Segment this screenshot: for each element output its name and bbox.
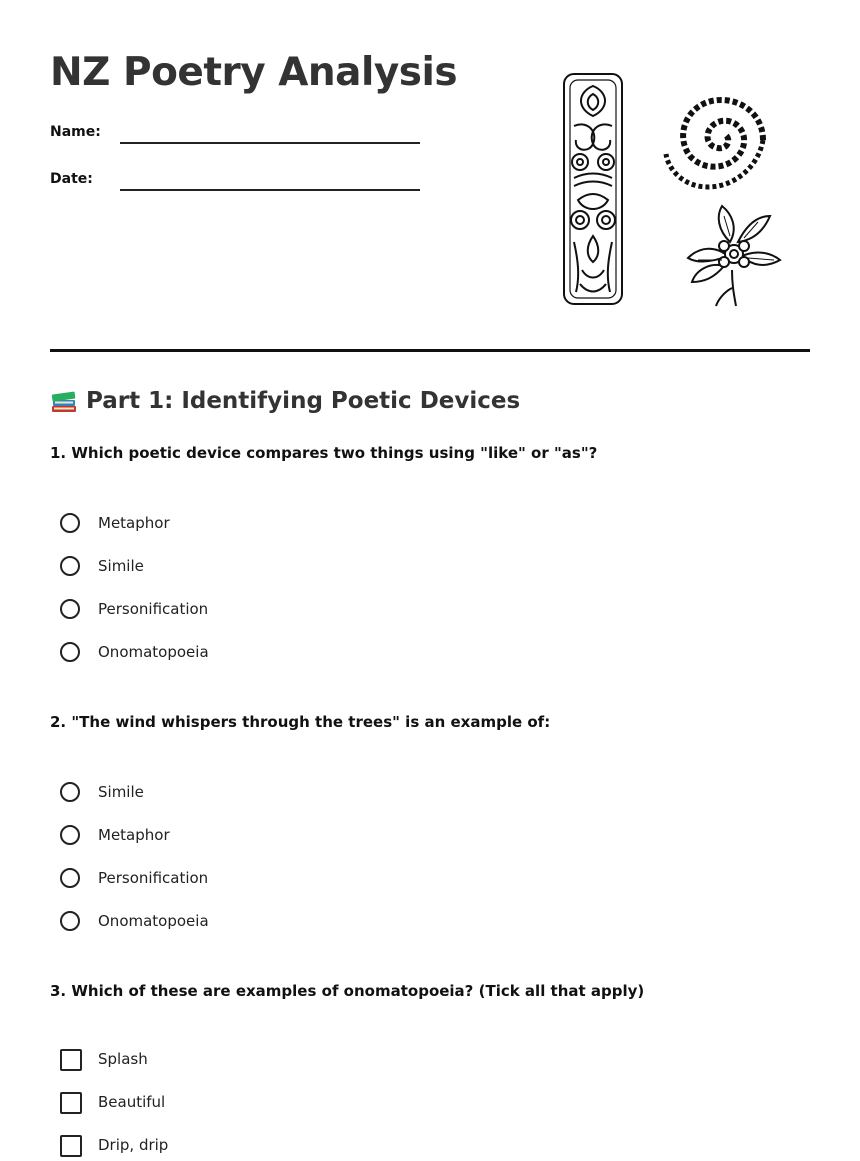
checkbox[interactable] — [60, 1092, 82, 1114]
koru-spiral-icon — [666, 100, 763, 187]
checkbox[interactable] — [60, 1135, 82, 1157]
carved-pou-icon — [564, 74, 622, 304]
section-title-text: Part 1: Identifying Poetic Devices — [86, 388, 521, 414]
name-input-line[interactable] — [120, 142, 420, 144]
question-2-text: 2. "The wind whispers through the trees" is an example of: — [50, 713, 551, 731]
name-label: Name: — [50, 124, 101, 140]
radio-button[interactable] — [60, 642, 80, 662]
radio-button[interactable] — [60, 782, 80, 802]
question-3-text: 3. Which of these are examples of onomatopoeia? (Tick all that apply) — [50, 982, 645, 1000]
question-1-text: 1. Which poetic device compares two things using "like" or "as"? — [50, 444, 598, 462]
option-checkbox[interactable] — [60, 1091, 460, 1117]
books-icon — [50, 388, 78, 414]
radio-button[interactable] — [60, 599, 80, 619]
radio-button[interactable] — [60, 825, 80, 845]
option-label: Beautiful — [98, 1093, 166, 1111]
option-radio[interactable] — [60, 824, 460, 850]
option-radio[interactable] — [60, 641, 460, 667]
date-input-line[interactable] — [120, 189, 420, 191]
option-radio[interactable] — [60, 555, 460, 581]
radio-button[interactable] — [60, 911, 80, 931]
page-title: NZ Poetry Analysis — [50, 50, 458, 95]
radio-button[interactable] — [60, 556, 80, 576]
option-label: Drip, drip — [98, 1136, 169, 1154]
option-radio[interactable] — [60, 867, 460, 893]
date-label: Date: — [50, 171, 93, 187]
radio-button[interactable] — [60, 868, 80, 888]
option-label: Onomatopoeia — [98, 912, 209, 930]
option-label: Metaphor — [98, 826, 170, 844]
name-field[interactable] — [50, 120, 420, 150]
flower-icon — [688, 206, 780, 306]
option-label: Personification — [98, 600, 209, 618]
option-radio[interactable] — [60, 598, 460, 624]
option-checkbox[interactable] — [60, 1048, 460, 1074]
option-label: Metaphor — [98, 514, 170, 532]
checkbox[interactable] — [60, 1049, 82, 1071]
radio-button[interactable] — [60, 513, 80, 533]
option-radio[interactable] — [60, 512, 460, 538]
option-radio[interactable] — [60, 910, 460, 936]
header-illustrations — [558, 70, 788, 310]
option-label: Onomatopoeia — [98, 643, 209, 661]
option-label: Simile — [98, 783, 144, 801]
date-field[interactable] — [50, 167, 420, 197]
option-label: Personification — [98, 869, 209, 887]
section-title — [50, 388, 520, 414]
option-label: Splash — [98, 1050, 148, 1068]
section-divider — [50, 349, 810, 352]
option-label: Simile — [98, 557, 144, 575]
option-checkbox[interactable] — [60, 1134, 460, 1160]
option-radio[interactable] — [60, 781, 460, 807]
